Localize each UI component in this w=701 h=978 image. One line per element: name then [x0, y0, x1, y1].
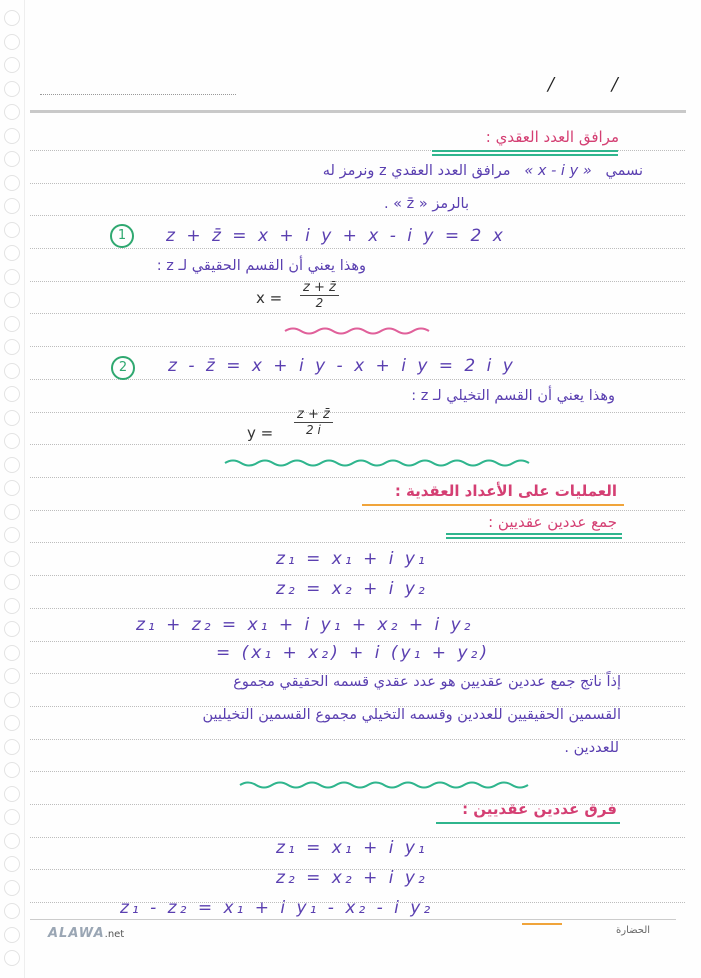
section2-subtitle-underline: [446, 533, 622, 535]
wavy-green-1: [225, 461, 529, 466]
item2-equation: z - z̄ = x + i y - x + i y = 2 i y: [168, 356, 516, 376]
footer-line: [30, 919, 676, 920]
section2-conclusion-1: إذاً ناتج جمع عددين عقديين هو عدد عقدي قسمه الحقيقي مجموع: [233, 674, 621, 690]
item1-equation: z + z̄ = x + i y + x - i y = 2 x: [166, 226, 506, 246]
section2-title: العمليات على الأعداد العقدية :: [394, 482, 617, 500]
item2-frac-num: z + z̄: [294, 407, 333, 423]
section3-title-underline: [436, 822, 620, 824]
section3-eq3: z₁ - z₂ = x₁ + i y₁ - x₂ - i y₂: [120, 898, 434, 918]
section2-eq2: z₂ = x₂ + i y₂: [276, 579, 428, 599]
item2-meaning: وهذا يعني أن القسم التخيلي لـ z :: [411, 388, 615, 404]
item2-fraction: [294, 407, 333, 437]
item1-meaning: وهذا يعني أن القسم الحقيقي لـ z :: [156, 258, 366, 274]
line1-rest: مرافق العدد العقدي z ونرمز له: [322, 163, 511, 179]
section1-title-underline: [432, 150, 618, 152]
section1-line2: بالرمز « z̄ » .: [383, 196, 469, 212]
section1-line1: [323, 163, 643, 179]
item1-frac-den: 2: [315, 296, 324, 310]
section1-title: مرافق العدد العقدي :: [485, 128, 619, 146]
stamp: الحضارة: [616, 925, 651, 936]
nusammi-word: نسمي: [605, 163, 643, 179]
section2-eq1: z₁ = x₁ + i y₁: [276, 549, 428, 569]
section2-title-underline: [362, 504, 624, 506]
wavy-green-2: [240, 783, 528, 788]
section2-eq3: z₁ + z₂ = x₁ + i y₁ + x₂ + i y₂: [136, 615, 474, 635]
date-field: / /: [548, 74, 644, 95]
logo-text: ALAWA: [48, 926, 105, 941]
conjugate-expression: « x - i y »: [524, 163, 592, 179]
item1-frac-num: z + z̄: [300, 280, 339, 296]
section2-conclusion-2: القسمين الحقيقيين للعددين وقسمه التخيلي مجموع القسمين التخيليين: [202, 707, 621, 723]
section3-eq1: z₁ = x₁ + i y₁: [276, 838, 428, 858]
section2-conclusion-3: للعددين .: [564, 740, 619, 756]
item1-fraction: [300, 280, 339, 310]
item1-result-var: x =: [256, 289, 283, 307]
footer-accent: [522, 923, 562, 925]
item2-frac-den: 2 i: [306, 423, 321, 437]
section1-title-underline-2: [432, 154, 618, 156]
section2-subtitle-underline-2: [446, 537, 622, 539]
alawa-logo: [48, 926, 124, 941]
item2-result-var: y =: [247, 424, 274, 442]
item1-number: 1: [110, 224, 134, 248]
section3-title: فرق عددين عقديين :: [462, 800, 617, 818]
section2-subtitle: جمع عددين عقديين :: [488, 513, 617, 531]
section3-eq2: z₂ = x₂ + i y₂: [276, 868, 428, 888]
item2-number: 2: [111, 356, 135, 380]
wavy-pink: [285, 329, 429, 334]
section2-eq4: = (x₁ + x₂) + i (y₁ + y₂): [216, 643, 490, 663]
logo-suffix: .net: [104, 929, 125, 940]
